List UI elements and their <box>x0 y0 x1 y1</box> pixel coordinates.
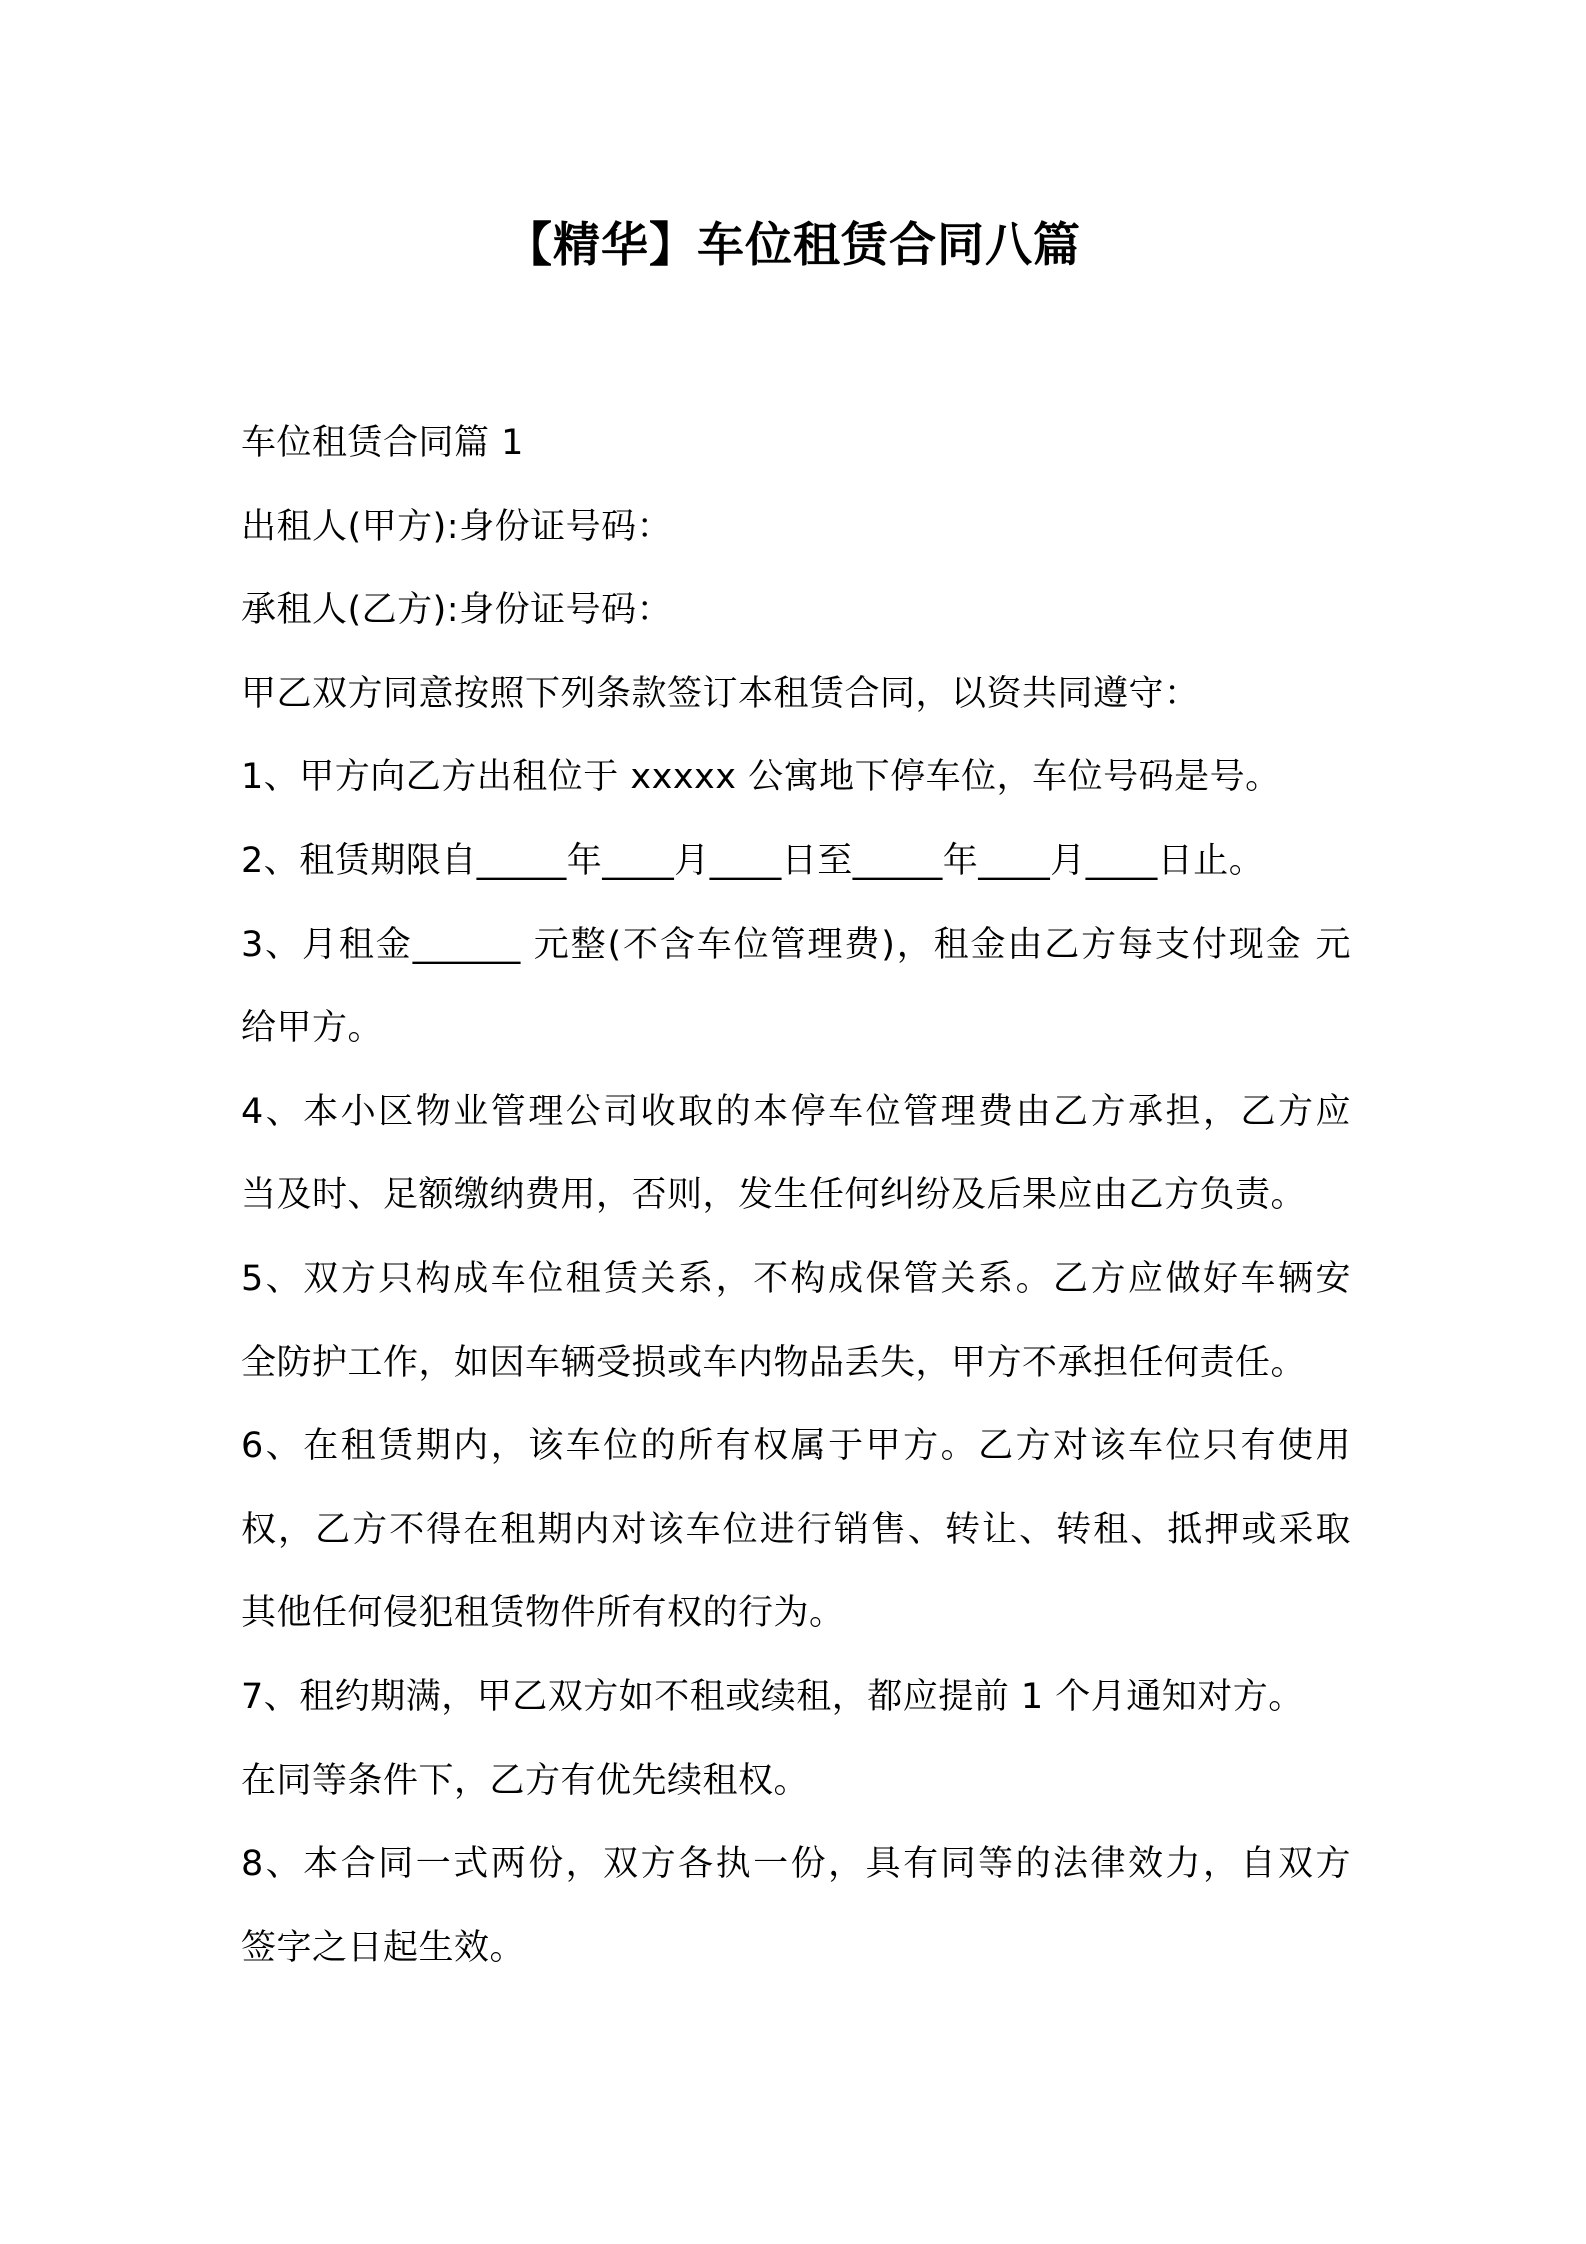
lessee-line: 承租人(乙方):身份证号码： <box>241 590 673 631</box>
clause-4-line-2: 当及时、足额缴纳费用，否则，发生任何纠纷及后果应由乙方负责。 <box>241 1175 1307 1216</box>
clause-1: 1、甲方向乙方出租位于 xxxxx 公寓地下停车位，车位号码是号。 <box>241 757 1281 798</box>
clause-3-line-2: 给甲方。 <box>241 1008 384 1049</box>
clause-4-line-1: 4、本小区物业管理公司收取的本停车位管理费由乙方承担，乙方应 <box>241 1091 1351 1132</box>
document-title: 【精华】车位租赁合同八篇 <box>505 218 1081 273</box>
clause-6-line-1: 6、在租赁期内，该车位的所有权属于甲方。乙方对该车位只有使用 <box>241 1426 1351 1467</box>
agreement-intro: 甲乙双方同意按照下列条款签订本租赁合同，以资共同遵守： <box>241 673 1200 714</box>
clause-7-line-1: 7、租约期满，甲乙双方如不租或续租，都应提前 1 个月通知对方。 <box>241 1676 1304 1717</box>
lessor-line: 出租人(甲方):身份证号码： <box>241 506 673 547</box>
clause-8-line-1: 8、本合同一式两份，双方各执一份，具有同等的法律效力，自双方 <box>241 1844 1351 1885</box>
document-body <box>241 402 1351 1990</box>
clause-7-line-2: 在同等条件下，乙方有优先续租权。 <box>241 1760 810 1801</box>
clause-5-line-1: 5、双方只构成车位租赁关系，不构成保管关系。乙方应做好车辆安 <box>241 1258 1351 1299</box>
clause-2: 2、租赁期限自_____年____月____日至_____年____月____日止。 <box>241 840 1265 881</box>
clause-3-line-1: 3、月租金______ 元整(不含车位管理费)，租金由乙方每支付现金 元 <box>241 924 1351 965</box>
section-heading: 车位租赁合同篇 1 <box>241 423 524 463</box>
clause-6-line-3: 其他任何侵犯租赁物件所有权的行为。 <box>241 1593 845 1634</box>
clause-5-line-2: 全防护工作，如因车辆受损或车内物品丢失，甲方不承担任何责任。 <box>241 1342 1307 1383</box>
clause-6-line-2: 权，乙方不得在租期内对该车位进行销售、转让、转租、抵押或采取 <box>241 1509 1351 1550</box>
clause-8-line-2: 签字之日起生效。 <box>241 1927 526 1968</box>
